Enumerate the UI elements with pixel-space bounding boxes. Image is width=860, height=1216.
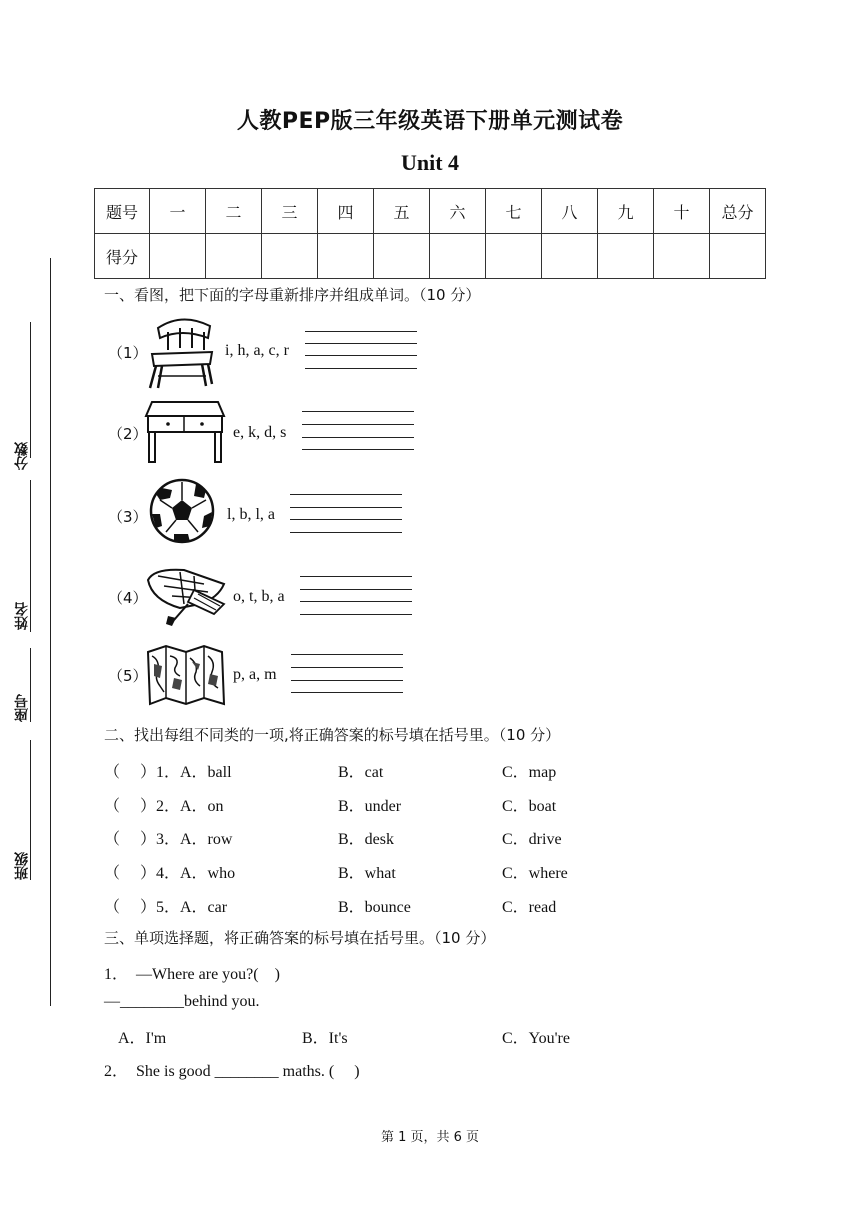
option-c: C．read [502,899,557,916]
answer-line[interactable] [291,692,403,693]
item-letters: l, b, l, a [227,506,275,523]
page-footer: 第 1 页，共 6 页 [380,1130,480,1145]
answer-line[interactable] [302,437,414,438]
answer-line[interactable] [305,355,417,356]
option-b: B．bounce [338,899,411,916]
score-cell: 六 [430,189,486,234]
question-lead[interactable]: （ ）2．A．on [104,798,224,815]
score-input-cell[interactable] [486,234,542,279]
item-letters: e, k, d, s [233,424,287,441]
score-cell: 二 [206,189,262,234]
option-b: B．cat [338,764,384,781]
answer-line[interactable] [305,343,417,344]
score-cell: 总分 [710,189,766,234]
item-number: （1） [108,344,148,362]
answer-line[interactable] [300,589,412,590]
item-letters: o, t, b, a [233,588,285,605]
item-number: （4） [108,589,148,607]
score-input-cell[interactable] [262,234,318,279]
score-cell: 四 [318,189,374,234]
side-label-class: 班级 [14,852,30,880]
section2-heading: 二、找出每组不同类的一项,将正确答案的标号填在括号里。（10 分） [104,726,561,744]
answer-line[interactable] [300,576,412,577]
option-a: A．I'm [118,1030,167,1047]
section3-heading: 三、单项选择题，将正确答案的标号填在括号里。（10 分） [104,929,496,947]
score-cell: 得分 [95,234,150,279]
unit-subtitle: Unit 4 [400,150,460,175]
item-letters: i, h, a, c, r [225,342,289,359]
score-input-cell[interactable] [654,234,710,279]
answer-line[interactable] [291,654,403,655]
answer-line[interactable] [300,601,412,602]
answer-line[interactable] [290,519,402,520]
option-b: B．It's [302,1030,348,1047]
score-cell: 十 [654,189,710,234]
question-text[interactable]: She is good ________ maths. ( ) [136,1063,360,1080]
question-lead[interactable]: （ ）4．A．who [104,865,236,882]
answer-line[interactable] [302,449,414,450]
score-cell: 五 [374,189,430,234]
score-table-score-row [95,234,766,279]
score-input-cell[interactable] [598,234,654,279]
boat-icon [144,564,230,628]
option-c: C．You're [502,1030,570,1047]
chair-icon [146,314,218,390]
ball-icon [148,478,216,544]
answer-line[interactable] [290,507,402,508]
desk-icon [144,398,226,464]
page-title: 人教PEP版三年级英语下册单元测试卷 [236,109,624,134]
option-c: C．boat [502,798,557,815]
side-label-score: 分数 [14,442,30,470]
option-c: C．where [502,865,568,882]
score-cell: 八 [542,189,598,234]
score-cell: 九 [598,189,654,234]
side-label-name: 姓名 [14,602,30,630]
option-b: B．desk [338,831,395,848]
score-cell: 七 [486,189,542,234]
item-number: （2） [108,425,148,443]
item-letters: p, a, m [233,666,277,683]
score-cell: 三 [262,189,318,234]
section1-heading: 一、看图，把下面的字母重新排序并组成单词。（10 分） [104,286,481,304]
item-number: （3） [108,508,148,526]
answer-line[interactable] [291,667,403,668]
score-input-cell[interactable] [374,234,430,279]
answer-line[interactable] [302,411,414,412]
question-number: 1． [104,966,129,983]
option-c: C．map [502,764,557,781]
score-input-cell[interactable] [710,234,766,279]
question-number: 2． [104,1063,129,1080]
answer-line[interactable] [305,368,417,369]
item-number: （5） [108,667,148,685]
map-icon [146,642,226,710]
question-lead[interactable]: （ ）3．A．row [104,831,233,848]
side-label-seat: 座号 [14,694,30,722]
answer-line[interactable] [290,532,402,533]
binding-line [50,258,51,1006]
question-lead[interactable]: （ ）1．A．ball [104,764,232,781]
option-b: B．what [338,865,396,882]
option-c: C．drive [502,831,562,848]
score-input-cell[interactable] [318,234,374,279]
answer-blank-text[interactable]: —________behind you. [104,993,260,1010]
answer-line[interactable] [302,424,414,425]
option-b: B．under [338,798,402,815]
answer-line[interactable] [290,494,402,495]
answer-line[interactable] [300,614,412,615]
score-input-cell[interactable] [542,234,598,279]
answer-line[interactable] [305,331,417,332]
score-table [94,188,766,279]
score-cell: 题号 [95,189,150,234]
score-cell: 一 [150,189,206,234]
score-table-header-row [95,189,766,234]
question-text[interactable]: —Where are you?( ) [136,966,280,983]
answer-line[interactable] [291,680,403,681]
score-input-cell[interactable] [206,234,262,279]
score-input-cell[interactable] [150,234,206,279]
question-lead[interactable]: （ ）5．A．car [104,899,228,916]
score-input-cell[interactable] [430,234,486,279]
